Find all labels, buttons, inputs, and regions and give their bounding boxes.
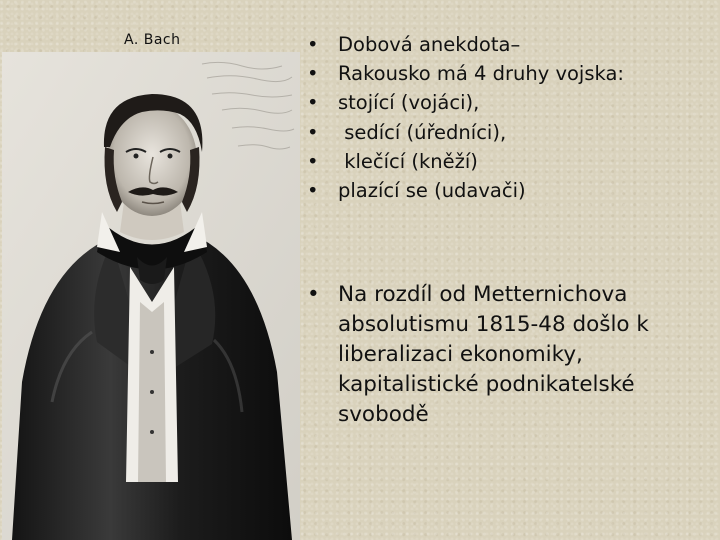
bullet-icon: • bbox=[307, 149, 319, 173]
bullet-icon: • bbox=[307, 62, 319, 86]
list-item bbox=[307, 280, 717, 430]
anecdote-list bbox=[307, 30, 717, 205]
list-item-text: Rakousko má 4 druhy vojska: bbox=[338, 62, 624, 86]
list-item bbox=[307, 59, 717, 88]
list-item-text: klečící (kněží) bbox=[338, 149, 478, 173]
portrait-image bbox=[2, 52, 300, 540]
portrait-caption: A. Bach bbox=[124, 32, 181, 48]
list-item-text: plazící se (udavači) bbox=[338, 179, 526, 203]
bullet-icon: • bbox=[307, 179, 319, 203]
bullet-icon: • bbox=[307, 282, 320, 307]
list-item-text: stojící (vojáci), bbox=[338, 91, 480, 115]
summary-list bbox=[307, 280, 717, 430]
list-item bbox=[307, 118, 717, 147]
bullet-icon: • bbox=[307, 120, 319, 144]
list-item bbox=[307, 88, 717, 117]
bullet-icon: • bbox=[307, 33, 319, 56]
list-item bbox=[307, 176, 717, 205]
list-item-text: sedící (úředníci), bbox=[338, 120, 507, 144]
list-item-text: Dobová anekdota– bbox=[338, 33, 521, 56]
list-item bbox=[307, 30, 717, 59]
bullet-icon: • bbox=[307, 91, 319, 115]
list-item-text: Na rozdíl od Metternichova absolutismu 1815-48 došlo k liberalizaci ekonomiky, kapitalistické podnikatelské svobodě bbox=[338, 282, 649, 427]
list-item bbox=[307, 147, 717, 176]
